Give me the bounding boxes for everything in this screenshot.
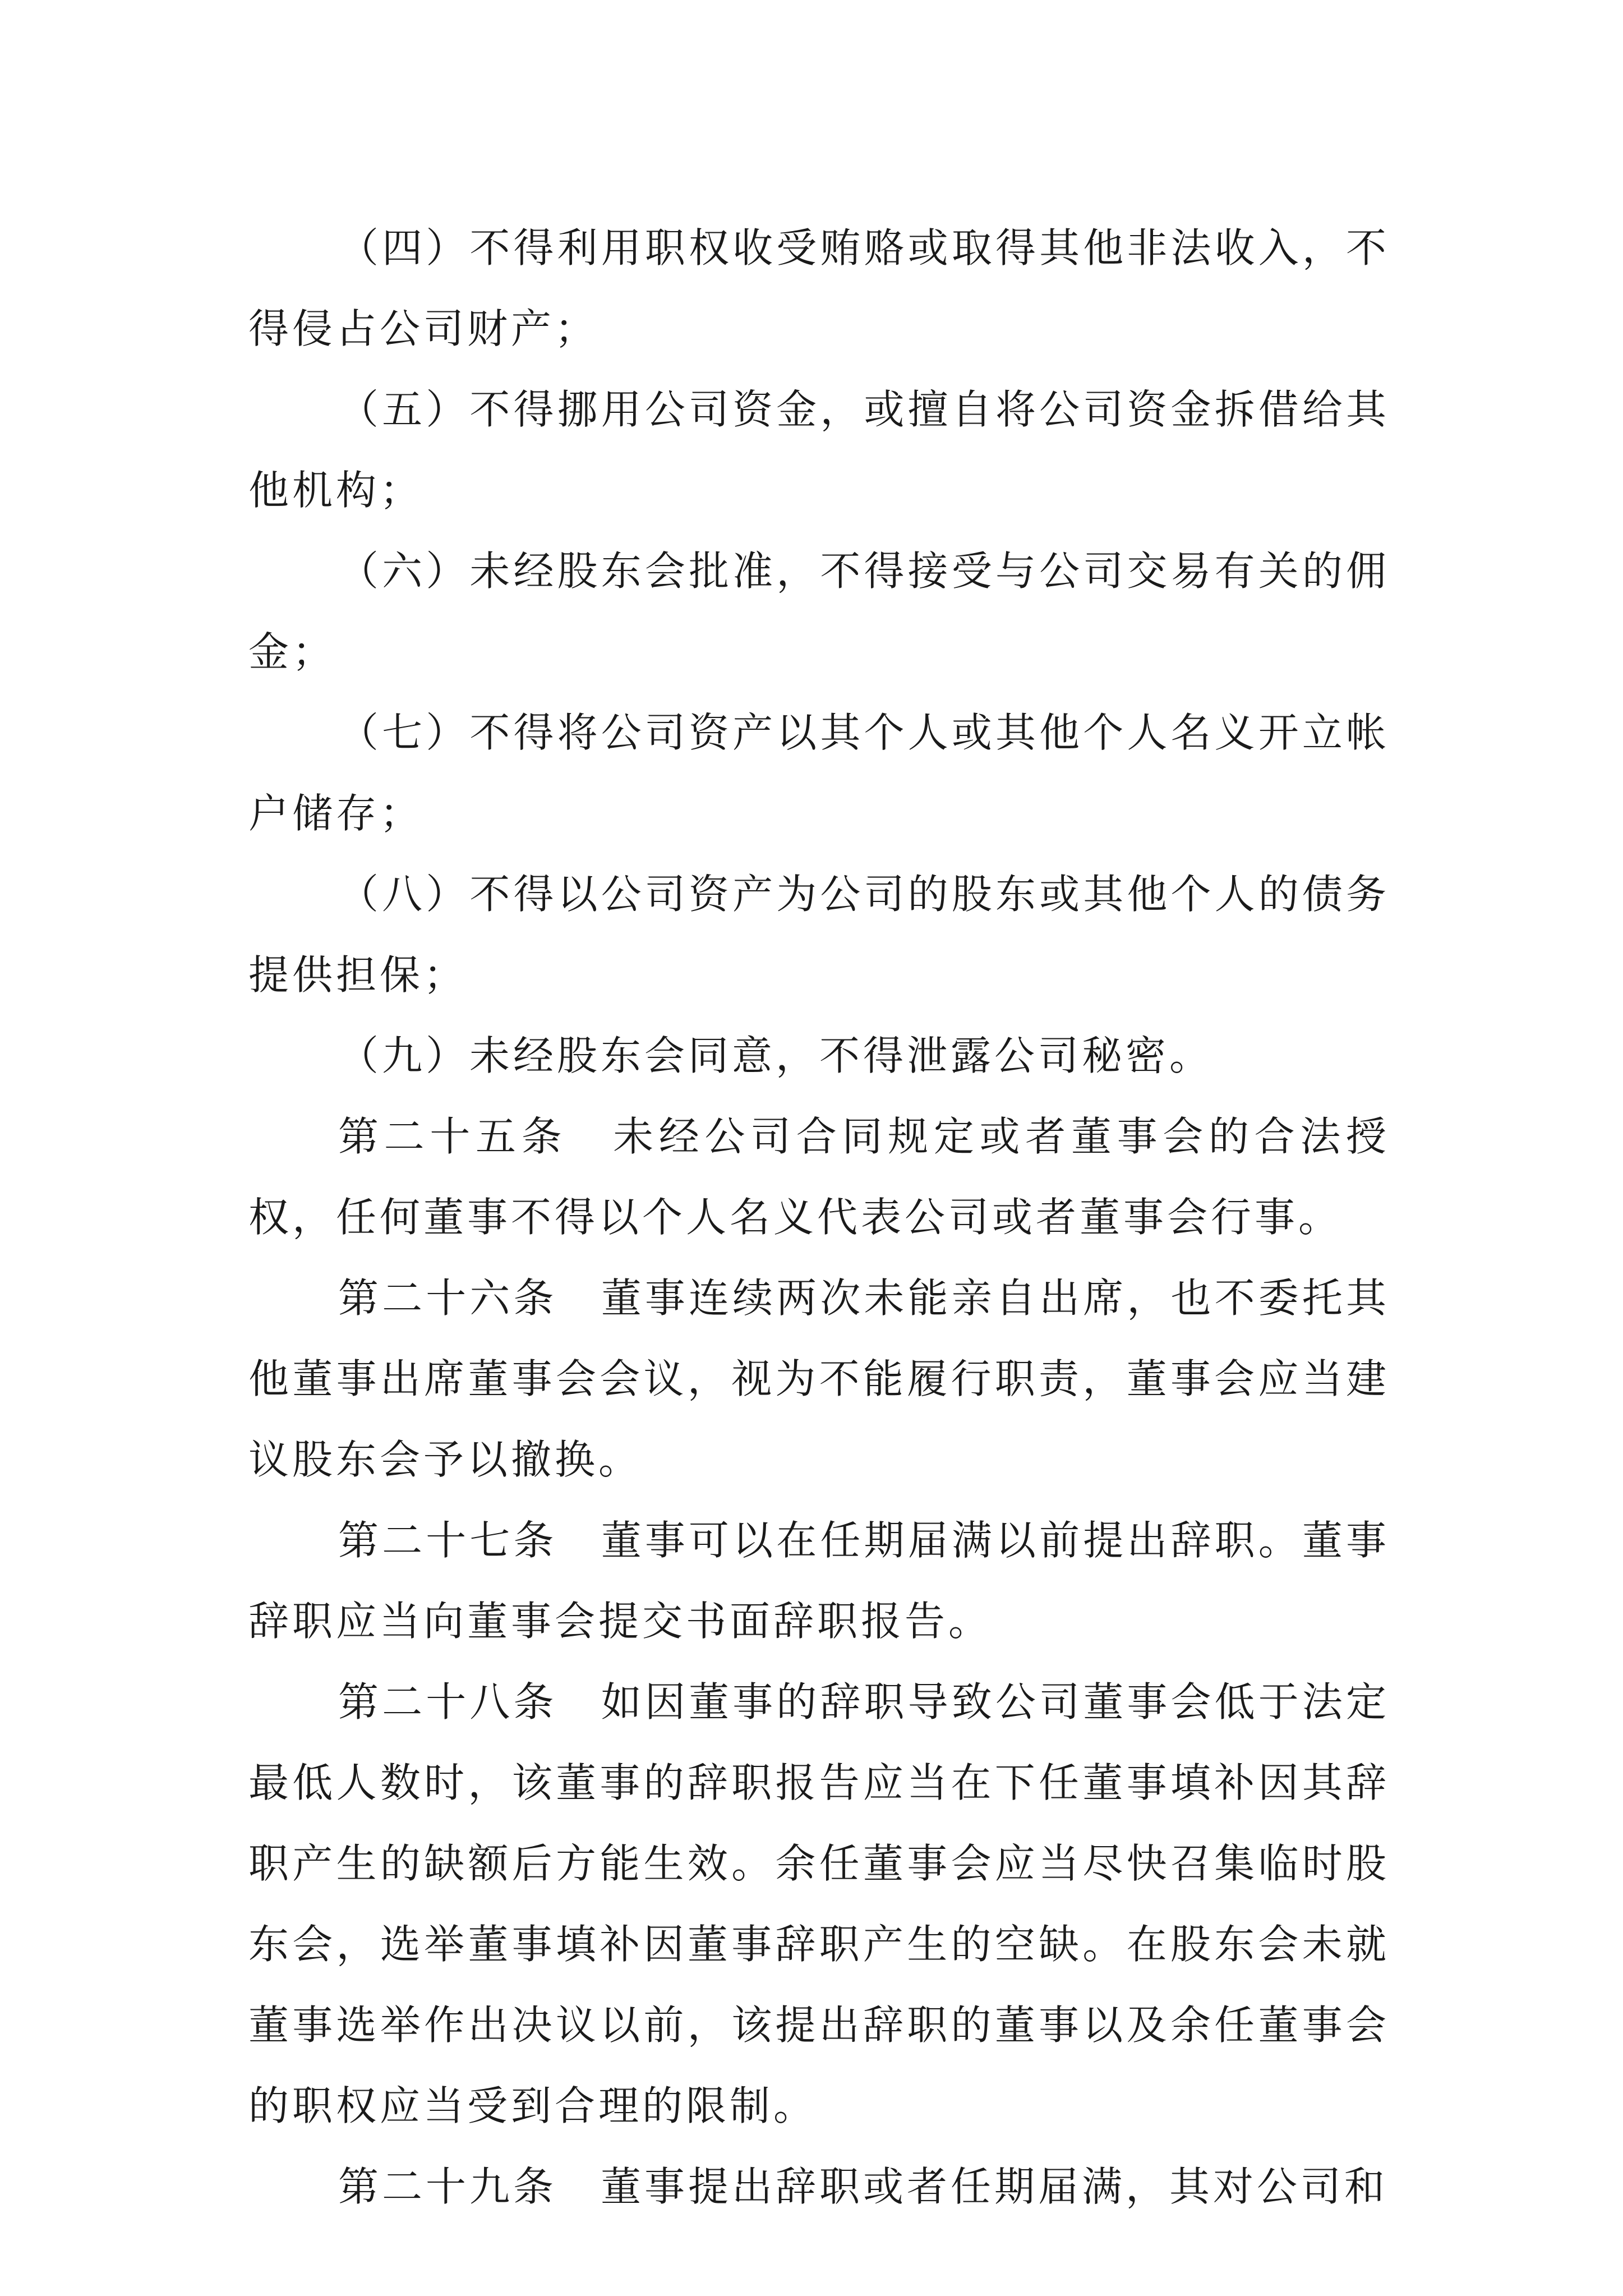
- article-29: 第二十九条 董事提出辞职或者任期届满，其对公司和: [338, 2163, 1389, 2210]
- paragraph-item-7: （七）不得将公司资产以其个人或其他个人名义开立帐户储存；: [248, 709, 1390, 837]
- paragraph-item-8: （八）不得以公司资产为公司的股东或其他个人的债务提供担保；: [248, 871, 1390, 999]
- paragraph-item-9: （九）未经股东会同意，不得泄露公司秘密。: [338, 1032, 1214, 1079]
- article-27: 第二十七条 董事可以在任期届满以前提出辞职。董事辞职应当向董事会提交书面辞职报告。: [248, 1517, 1390, 1645]
- article-25: 第二十五条 未经公司合同规定或者董事会的合法授权，任何董事不得以个人名义代表公司或者董事会行事。: [248, 1113, 1390, 1241]
- paragraph-item-4: （四）不得利用职权收受贿赂或取得其他非法收入，不得侵占公司财产；: [248, 224, 1390, 352]
- article-26: 第二十六条 董事连续两次未能亲自出席，也不委托其他董事出席董事会会议，视为不能履行职责，董事会应当建议股东会予以撤换。: [248, 1274, 1390, 1483]
- article-28: 第二十八条 如因董事的辞职导致公司董事会低于法定最低人数时，该董事的辞职报告应当在下任董事填补因其辞职产生的缺额后方能生效。余任董事会应当尽快召集临时股东会，选举董事填补因董事辞职产生的空缺。在股东会未就董事选举作出决议以前，该提出辞职的董事以及余任董事会的职权应当受到合理的限制。: [248, 1678, 1390, 2129]
- document-body: [248, 208, 1390, 2227]
- paragraph-item-6: （六）未经股东会批准，不得接受与公司交易有关的佣金；: [248, 547, 1390, 675]
- paragraph-item-5: （五）不得挪用公司资金，或擅自将公司资金拆借给其他机构；: [248, 386, 1390, 514]
